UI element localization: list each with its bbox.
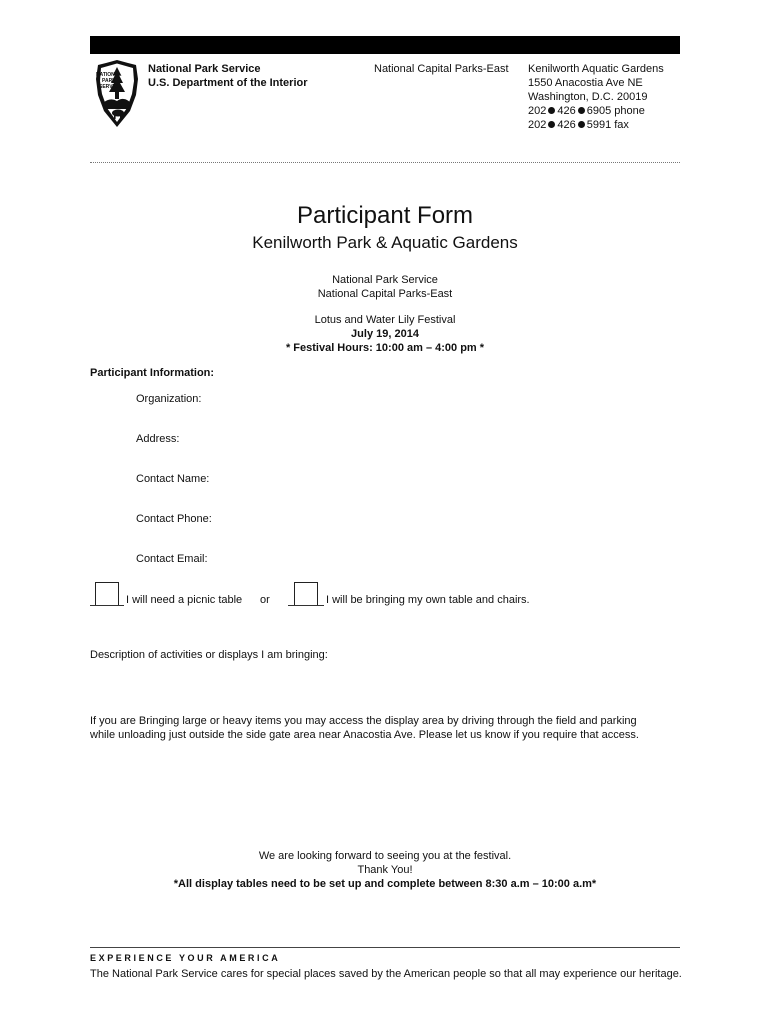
closing-line2: Thank You!: [357, 864, 413, 876]
agency-block: [148, 62, 308, 90]
fax-prefix: 202: [528, 119, 547, 131]
header-black-bar: [90, 36, 680, 54]
phone-end: 6905 phone: [586, 105, 645, 117]
agency-name: National Park Service: [148, 63, 261, 75]
closing-block: [0, 849, 770, 891]
bullet-icon: [578, 107, 585, 114]
bullet-icon: [548, 107, 555, 114]
phone-mid: 426: [557, 105, 576, 117]
event-date: July 19, 2014: [351, 328, 419, 340]
form-title: Participant Form: [296, 202, 474, 229]
org-line2: National Capital Parks-East: [317, 288, 453, 300]
picnic-table-checkbox[interactable]: [95, 582, 119, 606]
bullet-icon: [548, 121, 555, 128]
contact-name-field-label: Contact Name:: [136, 473, 210, 485]
address-street: 1550 Anacostia Ave NE: [528, 77, 643, 89]
description-label: Description of activities or displays I am bringing:: [90, 649, 328, 661]
fax-end: 5991 fax: [586, 119, 629, 131]
picnic-table-underline: [90, 605, 124, 606]
event-block: [0, 313, 770, 355]
logo-text-service: SERVICE: [99, 84, 121, 90]
org-block: [0, 273, 770, 301]
participant-info-label: Participant Information:: [90, 367, 215, 379]
footer-divider: [90, 947, 680, 948]
closing-line1: We are looking forward to seeing you at the festival.: [258, 850, 512, 862]
fax-number: [528, 118, 664, 132]
fax-mid: 426: [557, 119, 576, 131]
bullet-icon: [578, 121, 585, 128]
own-table-option-label: I will be bringing my own table and chairs.: [326, 594, 530, 606]
header-divider: [90, 162, 680, 163]
organization-field-label: Organization:: [136, 393, 202, 405]
picnic-table-option-label: I will need a picnic table: [126, 594, 243, 606]
footer-title: EXPERIENCE YOUR AMERICA: [90, 953, 281, 963]
address-block: [528, 62, 664, 132]
event-name: Lotus and Water Lily Festival: [314, 314, 456, 326]
own-table-checkbox[interactable]: [294, 582, 318, 606]
access-notice-line2: while unloading just outside the side gate area near Anacostia Ave. Please let us know if you require that access.: [90, 729, 639, 741]
address-city: Washington, D.C. 20019: [528, 91, 648, 103]
logo-text-national: NATIONAL: [96, 72, 122, 78]
own-table-underline: [288, 605, 324, 606]
org-line1: National Park Service: [332, 274, 438, 286]
closing-line3: *All display tables need to be set up and complete between 8:30 a.m – 10:00 a.m*: [173, 878, 597, 890]
footer-text: The National Park Service cares for special places saved by the American people so that all may experience our heritage.: [90, 968, 682, 980]
or-label: or: [260, 594, 270, 606]
department-name: U.S. Department of the Interior: [148, 77, 308, 89]
address-field-label: Address:: [136, 433, 180, 445]
logo-text-park: PARK: [102, 78, 116, 84]
phone-prefix: 202: [528, 105, 547, 117]
address-name: Kenilworth Aquatic Gardens: [528, 63, 664, 75]
contact-phone-field-label: Contact Phone:: [136, 513, 212, 525]
access-notice: [90, 714, 730, 742]
access-notice-line1: If you are Bringing large or heavy items you may access the display area by driving through the field and parking: [90, 715, 637, 727]
contact-email-field-label: Contact Email:: [136, 553, 208, 565]
unit-name: National Capital Parks-East: [374, 63, 509, 75]
form-subtitle: Kenilworth Park & Aquatic Gardens: [252, 233, 518, 252]
event-hours: * Festival Hours: 10:00 am – 4:00 pm *: [285, 342, 485, 354]
nps-arrowhead-logo-icon: [92, 59, 142, 129]
phone-number: [528, 104, 664, 118]
